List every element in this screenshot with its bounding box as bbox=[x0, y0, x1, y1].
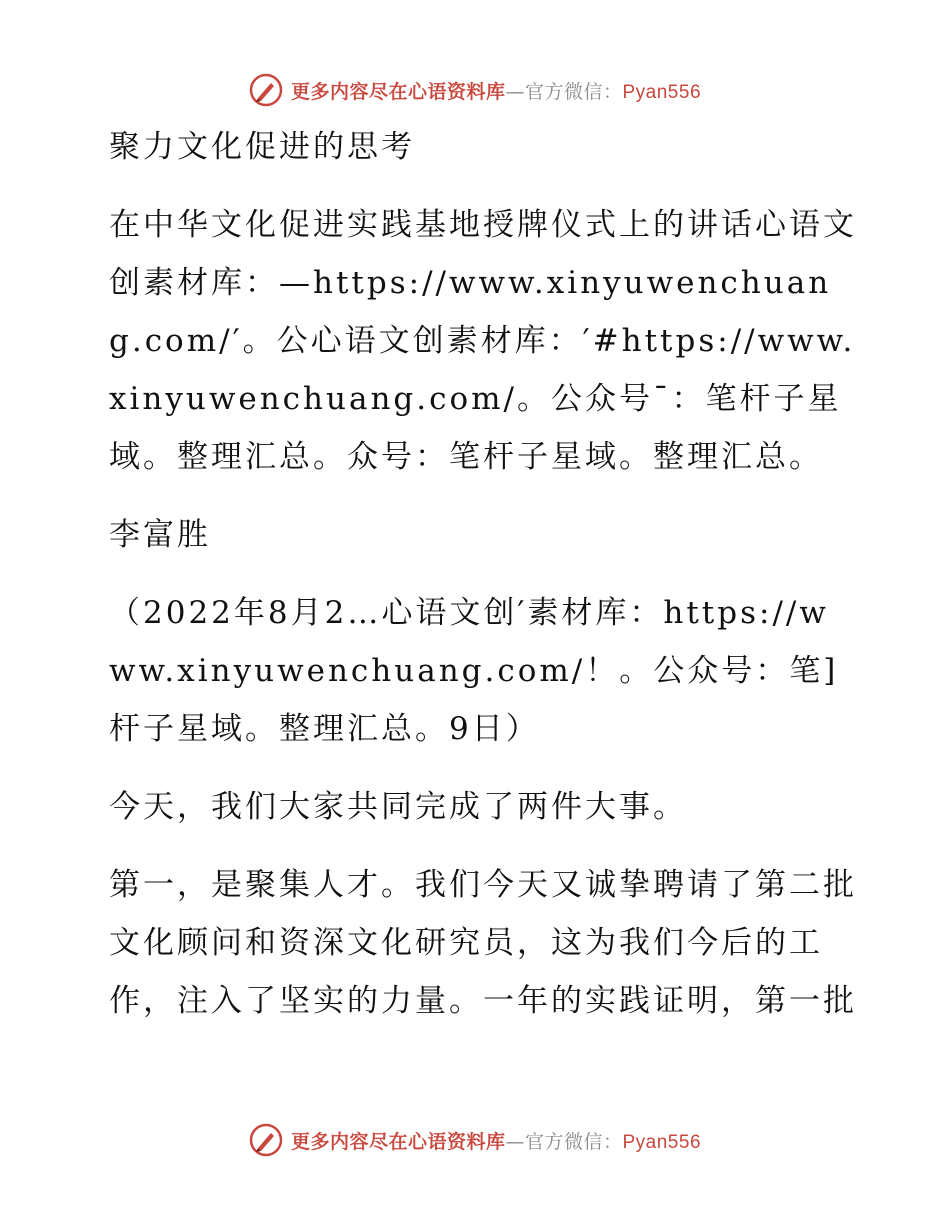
watermark-main-text: 更多内容尽在心语资料库 bbox=[290, 1130, 506, 1153]
pen-logo-icon bbox=[249, 1123, 283, 1157]
watermark-wechat-id: Pyan556 bbox=[622, 81, 702, 103]
footer-watermark bbox=[0, 1120, 950, 1160]
paragraph-1: 在中华文化促进实践基地授牌仪式上的讲话心语文创素材库：—https://www.xinyuwenchuang.com/′。公心语文创素材库：′#https://www.xinyuwenchuang.com/。公众号¯：笔杆子星域。整理汇总。众号：笔杆子星域。整理汇总。 bbox=[109, 207, 857, 475]
paragraph-4: 今天，我们大家共同完成了两件大事。 bbox=[109, 789, 687, 825]
watermark-wechat-id: Pyan556 bbox=[622, 1131, 702, 1153]
header-watermark bbox=[0, 70, 950, 110]
watermark-wechat-label: 官方微信： bbox=[524, 80, 623, 103]
paragraph-author: 李富胜 bbox=[109, 517, 211, 553]
document-body bbox=[97, 118, 857, 1050]
watermark-main-text: 更多内容尽在心语资料库 bbox=[290, 80, 506, 103]
paragraph-date: （2022年8月2…心语文创′素材库：https://www.xinyuwenchuang.com/！。公众号：笔]杆子星域。整理汇总。9日） bbox=[109, 595, 839, 747]
paragraph-5: 第一，是聚集人才。我们今天又诚挚聘请了第二批文化顾问和资深文化研究员，这为我们今后的工作，注入了坚实的力量。一年的实践证明，第一批 bbox=[109, 867, 857, 1019]
document-title: 聚力文化促进的思考 bbox=[109, 129, 415, 165]
pen-logo-icon bbox=[249, 73, 283, 107]
watermark-wechat-label: 官方微信： bbox=[524, 1130, 623, 1153]
watermark-separator: — bbox=[505, 1130, 525, 1153]
watermark-separator: — bbox=[505, 80, 525, 103]
